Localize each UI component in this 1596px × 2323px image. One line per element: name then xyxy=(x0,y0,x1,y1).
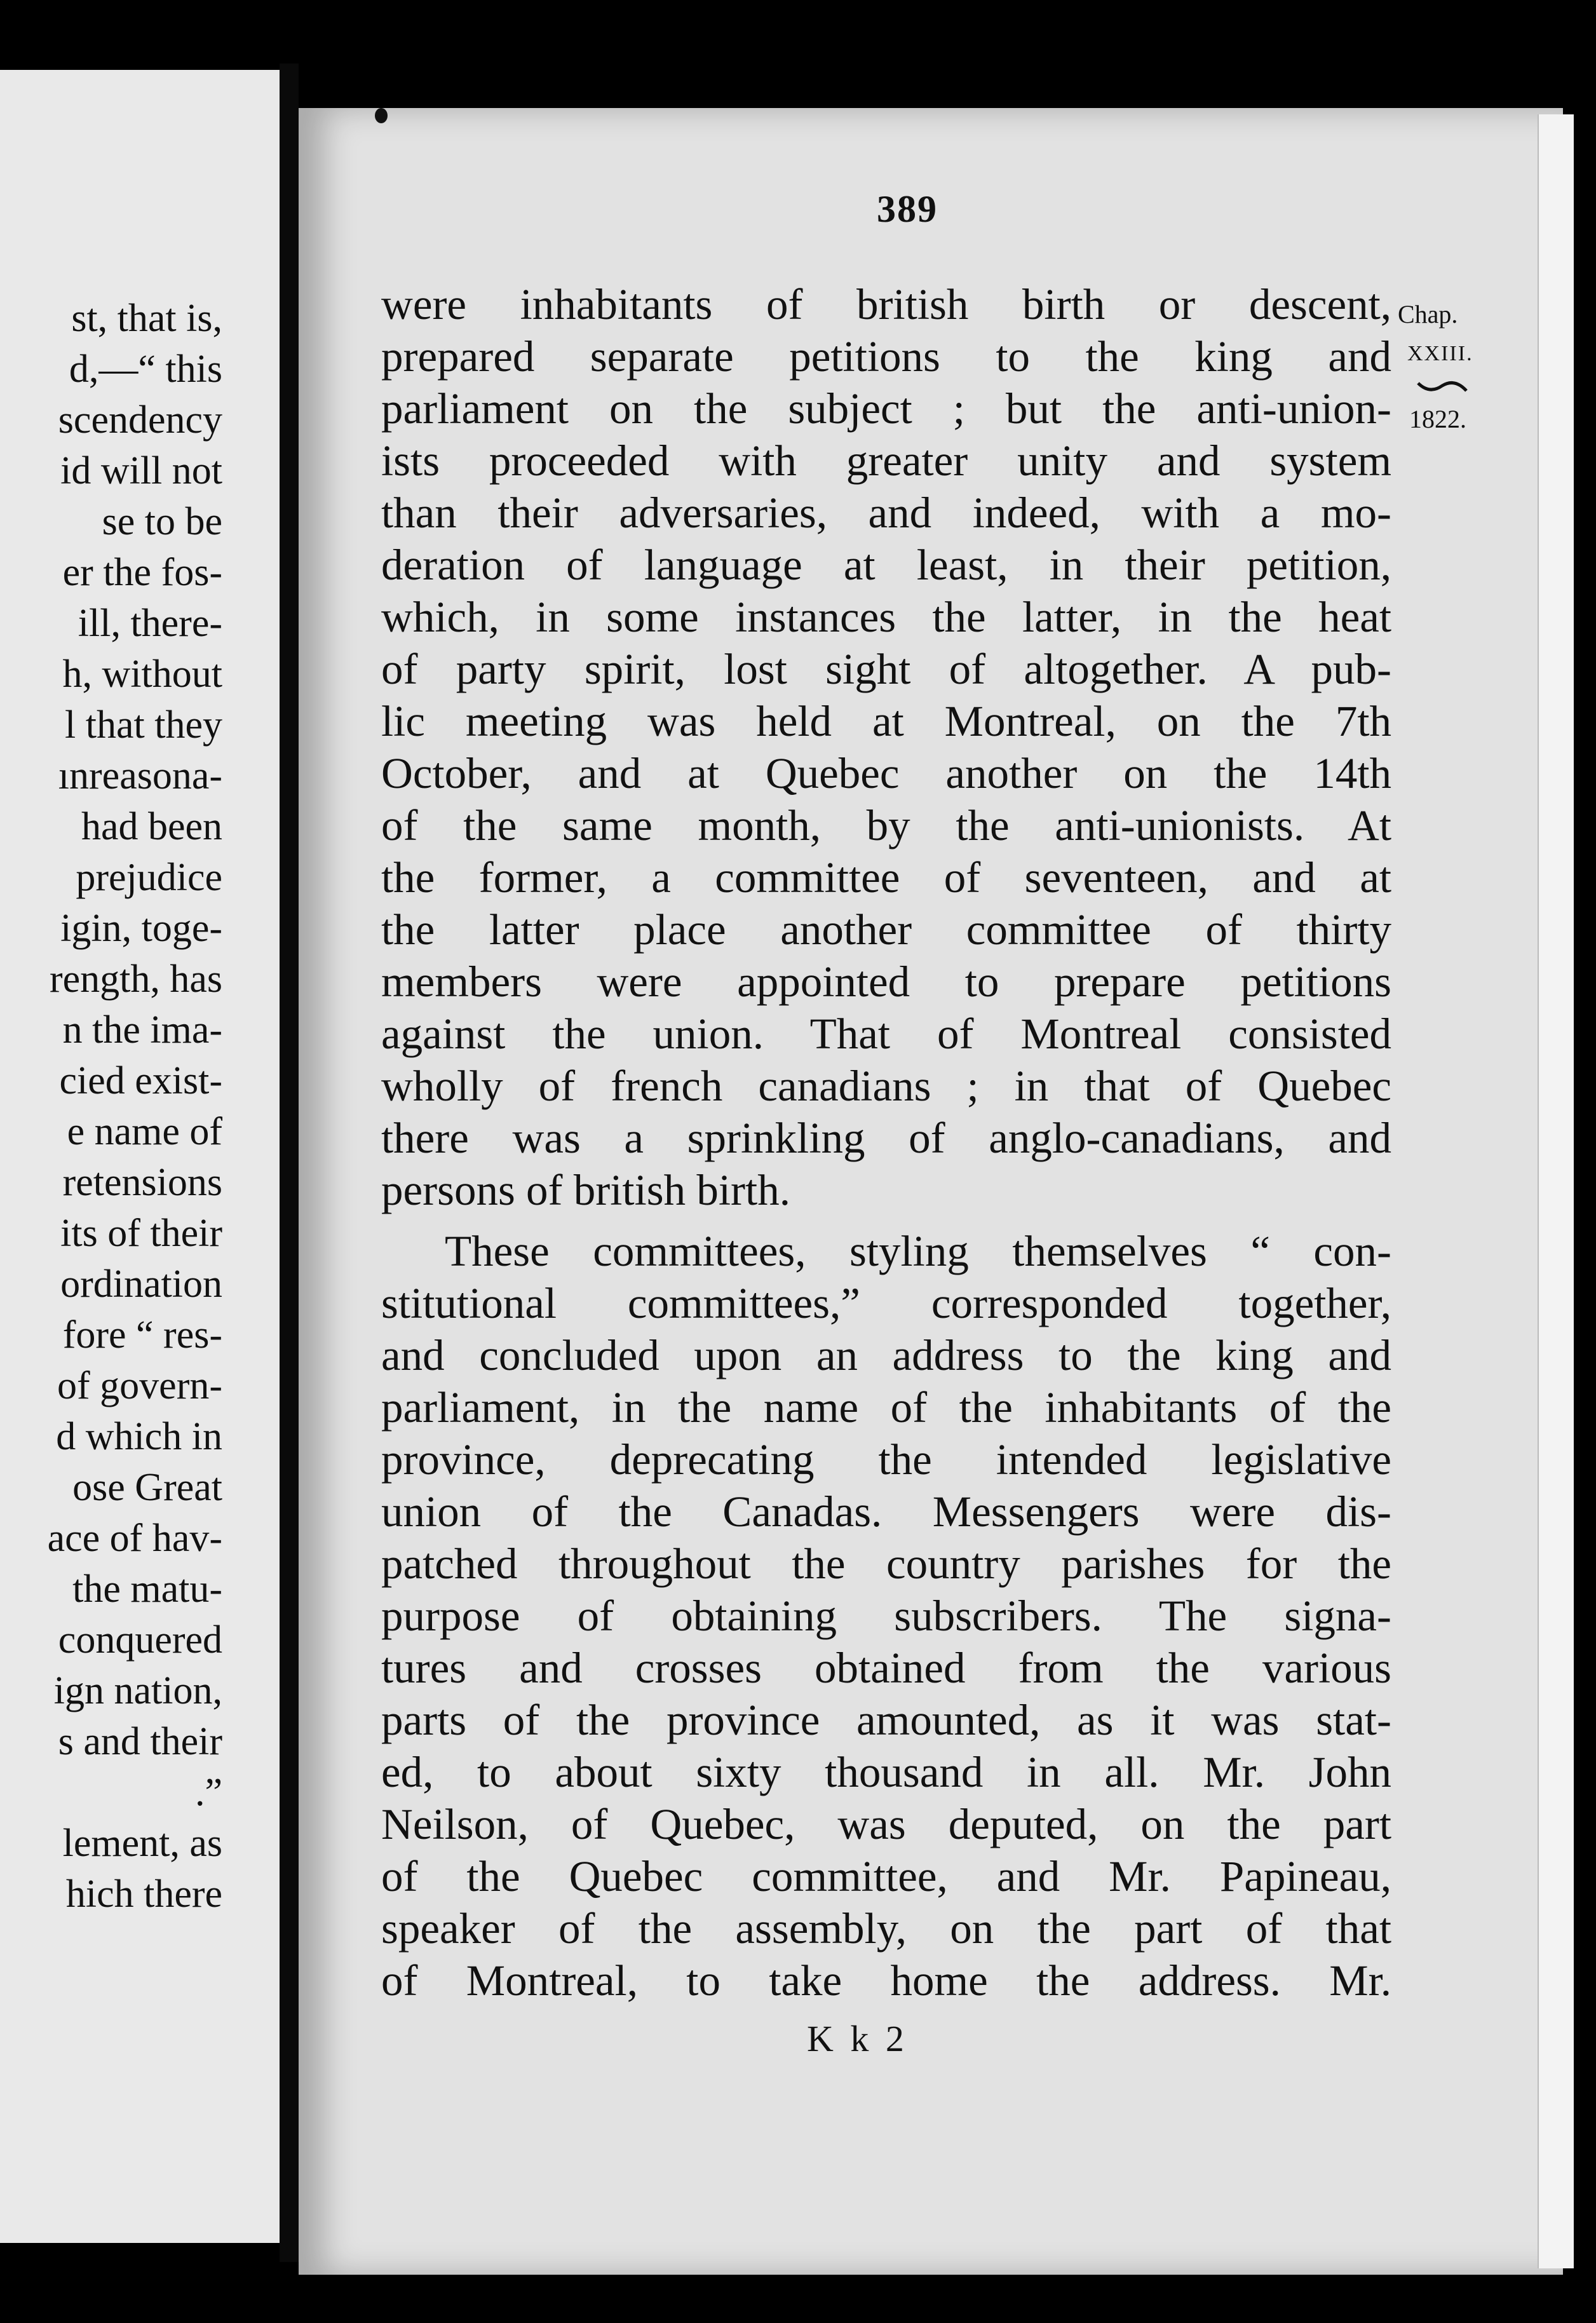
page-edge xyxy=(1538,114,1574,2268)
left-text-line: rength, has xyxy=(49,958,222,1001)
left-text-line: prejudice xyxy=(76,856,222,899)
margin-chapter: Chap. xyxy=(1398,300,1458,328)
left-text-line: l that they xyxy=(65,703,222,747)
body-line: October, and at Quebec another on the 14th xyxy=(381,749,1391,797)
left-text-line: hich there xyxy=(65,1873,222,1916)
left-text-line: n the ima- xyxy=(62,1008,222,1052)
left-text-line: er the fos- xyxy=(62,551,222,594)
left-page xyxy=(0,70,280,2243)
body-line: of Montreal, to take home the address. Mr. xyxy=(381,1956,1391,2005)
left-text-line: the matu- xyxy=(72,1568,222,1611)
left-text-line: d,—“ this xyxy=(69,348,222,391)
body-line: province, deprecating the intended legislative xyxy=(381,1435,1391,1484)
body-line: parts of the province amounted, as it was stat- xyxy=(381,1696,1391,1744)
left-text-line: had been xyxy=(81,805,222,848)
body-line: union of the Canadas. Messengers were dis- xyxy=(381,1487,1391,1536)
left-text-line: se to be xyxy=(102,500,222,543)
left-text-line: conquered xyxy=(58,1618,222,1662)
left-text-line: igin, toge- xyxy=(60,907,222,950)
body-line: purpose of obtaining subscribers. The signa- xyxy=(381,1592,1391,1640)
left-text-line: its of their xyxy=(60,1212,222,1255)
left-text-line: d which in xyxy=(56,1415,222,1458)
left-text-line: ose Great xyxy=(72,1466,222,1509)
body-line: members were appointed to prepare petitions xyxy=(381,958,1391,1006)
body-line: Neilson, of Quebec, was deputed, on the part xyxy=(381,1800,1391,1848)
signature-mark: K k 2 xyxy=(807,2018,908,2059)
brace-icon xyxy=(1417,378,1468,397)
left-text-line: ordination xyxy=(60,1263,222,1306)
left-text-line: ill, there- xyxy=(78,602,222,645)
left-text-line: st, that is, xyxy=(71,297,222,340)
left-text-line: of govern- xyxy=(57,1364,222,1407)
body-line: and concluded upon an address to the king and xyxy=(381,1331,1391,1379)
left-text-line: fore “ res- xyxy=(62,1313,222,1357)
left-text-line: id will not xyxy=(60,449,222,492)
body-line: ists proceeded with greater unity and system xyxy=(381,437,1391,485)
body-line: of the same month, by the anti-unionists. At xyxy=(381,801,1391,850)
left-text-line: retensions xyxy=(62,1161,222,1204)
body-line: than their adversaries, and indeed, with a mo- xyxy=(381,489,1391,537)
body-line: persons of british birth. xyxy=(381,1166,790,1214)
body-line: of the Quebec committee, and Mr. Papineau, xyxy=(381,1852,1391,1900)
book-gutter xyxy=(280,64,299,2262)
left-text-line: s and their xyxy=(58,1720,222,1763)
left-text-line: ign nation, xyxy=(53,1669,222,1712)
body-line: wholly of french canadians ; in that of Quebec xyxy=(381,1062,1391,1110)
body-line: were inhabitants of british birth or descent, xyxy=(381,280,1391,328)
body-line: tures and crosses obtained from the various xyxy=(381,1644,1391,1692)
margin-chapter-number: XXIII. xyxy=(1407,342,1473,365)
page-number: 389 xyxy=(877,188,938,230)
left-text-line: ınreasona- xyxy=(58,754,222,797)
left-text-line: h, without xyxy=(62,653,222,696)
body-line: parliament on the subject ; but the anti-union- xyxy=(381,384,1391,433)
left-text-line: lement, as xyxy=(62,1822,222,1865)
left-text-line: .” xyxy=(194,1771,222,1814)
body-line: deration of language at least, in their petition, xyxy=(381,541,1391,589)
ink-dot xyxy=(375,108,388,123)
margin-year: 1822. xyxy=(1409,405,1466,433)
body-line: of party spirit, lost sight of altogether. A pub- xyxy=(381,645,1391,693)
body-line: lic meeting was held at Montreal, on the 7th xyxy=(381,697,1391,745)
body-line: patched throughout the country parishes for the xyxy=(381,1540,1391,1588)
body-line: parliament, in the name of the inhabitants of the xyxy=(381,1383,1391,1432)
body-line: These committees, styling themselves “ con- xyxy=(445,1227,1391,1275)
body-line: the latter place another committee of thirty xyxy=(381,905,1391,954)
body-line: there was a sprinkling of anglo-canadians, and xyxy=(381,1114,1391,1162)
left-text-line: cied exist- xyxy=(59,1059,222,1102)
body-line: ed, to about sixty thousand in all. Mr. John xyxy=(381,1748,1391,1796)
body-line: against the union. That of Montreal consisted xyxy=(381,1010,1391,1058)
left-text-line: ace of hav- xyxy=(47,1517,222,1560)
body-line: the former, a committee of seventeen, and at xyxy=(381,853,1391,902)
left-text-line: scendency xyxy=(58,398,222,442)
body-line: prepared separate petitions to the king and xyxy=(381,332,1391,381)
body-line: speaker of the assembly, on the part of that xyxy=(381,1904,1391,1953)
body-line: stitutional committees,” corresponded together, xyxy=(381,1279,1391,1327)
left-text-line: e name of xyxy=(67,1110,222,1153)
body-line: which, in some instances the latter, in the heat xyxy=(381,593,1391,641)
